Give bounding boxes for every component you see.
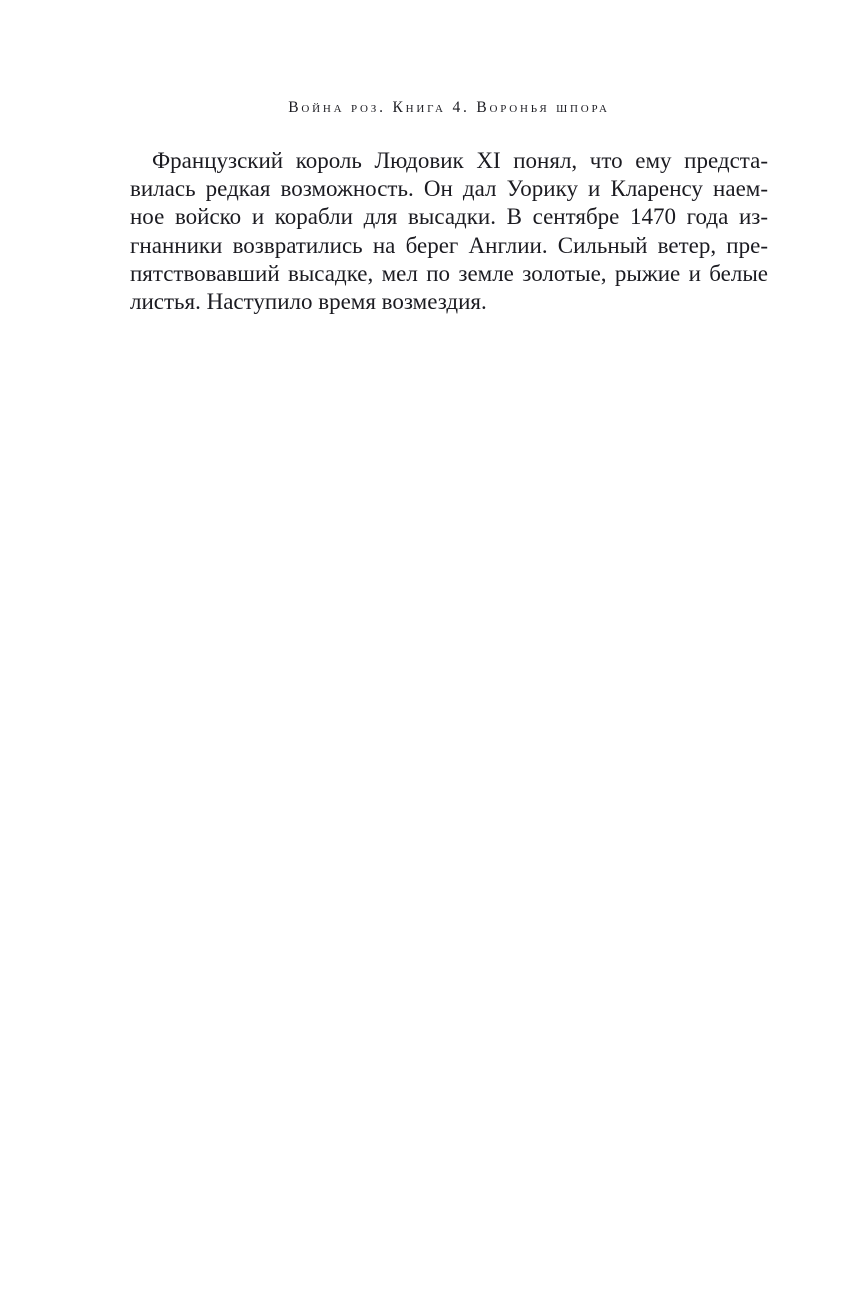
running-header: Война роз. Книга 4. Воронья шпора [288, 99, 610, 116]
text-line: пятствовавший высадке, мел по земле золотые, рыжие и белые [130, 260, 768, 286]
text-line: Французский король Людовик XI понял, что ему предста- [152, 148, 768, 173]
text-line: вилась редкая возможность. Он дал Уорику и Кларенсу наем- [130, 176, 768, 202]
body-paragraph [130, 147, 768, 316]
text-block [130, 0, 768, 316]
text-line: гнанники возвратились на берег Англии. Сильный ветер, пре- [130, 232, 768, 258]
text-line: листья. Наступило время возмездия. [130, 289, 487, 315]
text-line: ное войско и корабли для высадки. В сентябре 1470 года из- [130, 204, 768, 230]
